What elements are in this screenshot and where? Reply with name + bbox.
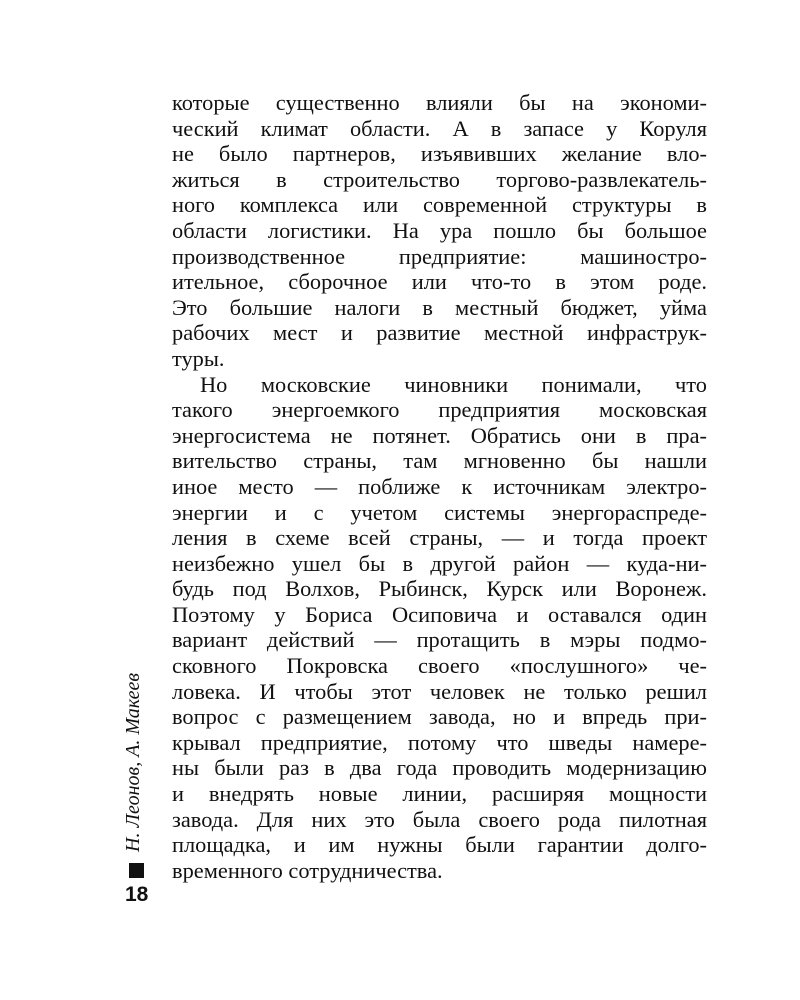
text-line: Это большие налоги в местный бюджет, уйма: [172, 294, 707, 320]
text-line: ления в схеме всей страны, — и тогда проект: [172, 525, 707, 551]
text-line: не было партнеров, изъявивших желание вло-: [172, 141, 707, 167]
text-line: иное место — поближе к источникам электро-: [172, 473, 707, 499]
text-line: вопрос с размещением завода, но и впредь при-: [172, 704, 707, 730]
text-line: ловека. И чтобы этот человек не только решил: [172, 678, 707, 704]
text-line: ительное, сборочное или что-то в этом роде.: [172, 269, 707, 295]
text-line: сковного Покровска своего «послушного» че-: [172, 653, 707, 679]
text-line: и внедрять новые линии, расширяя мощности: [172, 781, 707, 807]
text-line: завода. Для них это была своего рода пилотная: [172, 806, 707, 832]
text-line: Поэтому у Бориса Осиповича и оставался один: [172, 601, 707, 627]
paragraph-end-line: туры.: [172, 345, 225, 371]
text-line: ческий климат области. А в запасе у Коруля: [172, 115, 707, 141]
text-line: крывал предприятие, потому что шведы намере-: [172, 729, 707, 755]
running-head-author: Н. Леонов, А. Макеев: [122, 672, 144, 852]
page-number: 18: [125, 883, 149, 906]
text-line: которые существенно влияли бы на экономи-: [172, 90, 707, 115]
text-line: ны были раз в два года проводить модернизацию: [172, 755, 707, 781]
text-line: области логистики. На ура пошло бы большое: [172, 217, 707, 243]
text-line: площадка, и им нужны были гарантии долго-: [172, 832, 707, 858]
paragraph-end-line: временного сотрудничества.: [172, 857, 443, 883]
text-line: такого энергоемкого предприятия московская: [172, 397, 707, 423]
text-line: производственное предприятие: машиностро-: [172, 243, 707, 269]
text-line: энергосистема не потянет. Обратись они в пра-: [172, 422, 707, 448]
text-line: житься в строительство торгово-развлекатель-: [172, 166, 707, 192]
text-line: ного комплекса или современной структуры в: [172, 192, 707, 218]
text-line: рабочих мест и развитие местной инфраструк-: [172, 320, 707, 346]
text-line: неизбежно ушел бы в другой район — куда-ни-: [172, 550, 707, 576]
text-line: вительство страны, там мгновенно бы нашли: [172, 448, 707, 474]
text-line: вариант действий — протащить в мэры подмо-: [172, 627, 707, 653]
body-text: [172, 90, 707, 883]
paragraph-first-line: Но московские чиновники понимали, что: [200, 371, 707, 397]
square-marker: [129, 863, 144, 878]
text-line: будь под Волхов, Рыбинск, Курск или Воронеж.: [172, 576, 707, 602]
text-line: энергии и с учетом системы энергораспреде-: [172, 499, 707, 525]
